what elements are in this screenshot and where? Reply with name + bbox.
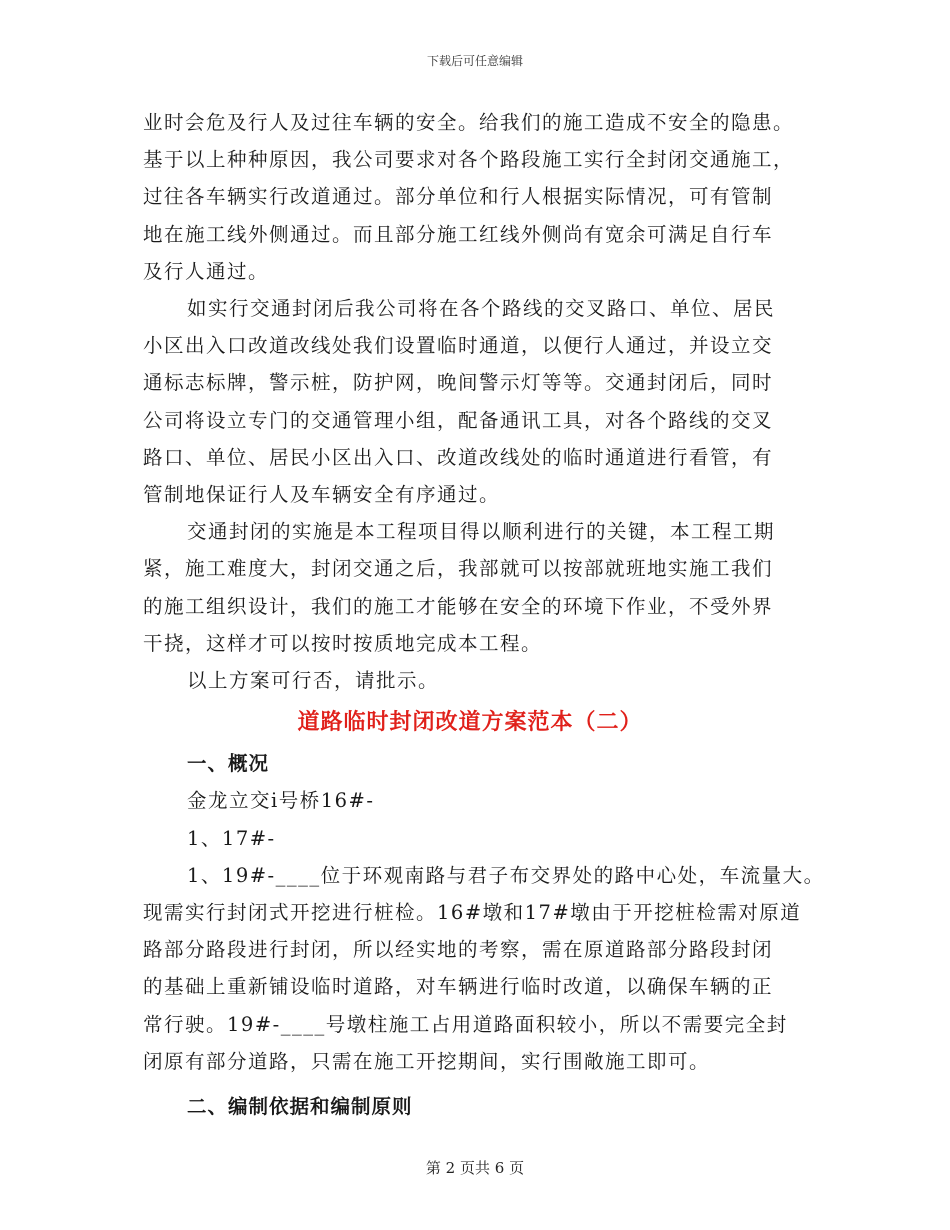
text-line: 干挠，这样才可以按时按质地完成本工程。 bbox=[143, 631, 543, 655]
text-line: 路部分路段进行封闭，所以经实地的考察，需在原道路部分路段封闭 bbox=[143, 938, 774, 962]
paragraph-3 bbox=[143, 513, 833, 662]
text-line: 公司将设立专门的交通管理小组，配备通讯工具，对各个路线的交叉 bbox=[143, 408, 774, 432]
overview-list bbox=[143, 782, 833, 894]
text-line: 过往各车辆实行改道通过。部分单位和行人根据实际情况，可有管制 bbox=[143, 185, 774, 209]
document-body bbox=[143, 104, 833, 1125]
paragraph-2 bbox=[143, 290, 833, 513]
heading-overview: 一、概况 bbox=[187, 752, 270, 776]
text-line: 紧，施工难度大，封闭交通之后，我部就可以按部就班地实施工我们 bbox=[143, 557, 774, 581]
overview-paragraph bbox=[143, 894, 833, 1080]
text-line: 基于以上种种原因，我公司要求对各个路段施工实行全封闭交通施工， bbox=[143, 148, 795, 172]
text-line: 的施工组织设计，我们的施工才能够在安全的环境下作业，不受外界 bbox=[143, 594, 774, 618]
page-number: 第 2 页共 6 页 bbox=[425, 1159, 525, 1177]
text-line: 业时会危及行人及过往车辆的安全。给我们的施工造成不安全的隐患。 bbox=[143, 111, 795, 134]
text-line: 管制地保证行人及车辆安全有序通过。 bbox=[143, 483, 501, 507]
header-note: 下载后可任意编辑 bbox=[426, 54, 523, 68]
heading-basis: 二、编制依据和编制原则 bbox=[187, 1095, 413, 1119]
text-line: 以上方案可行否，请批示。 bbox=[187, 669, 440, 693]
text-line: 通标志标牌，警示桩，防护网，晚间警示灯等等。交通封闭后，同时 bbox=[143, 371, 774, 395]
section-title: 道路临时封闭改道方案范本（二） bbox=[297, 709, 643, 736]
paragraph-4 bbox=[143, 662, 833, 699]
text-line: 地在施工线外侧通过。而且部分施工红线外侧尚有宽余可满足自行车 bbox=[143, 222, 774, 246]
text-line: 常行驶。19#-____号墩柱施工占用道路面积较小，所以不需要完全封 bbox=[143, 1012, 788, 1036]
text-line: 小区出入口改道改线处我们设置临时通道，以便行人通过，并设立交 bbox=[143, 334, 774, 358]
text-line: 路口、单位、居民小区出入口、改道改线处的临时通道进行看管，有 bbox=[143, 445, 774, 469]
text-line: 金龙立交ⅰ号桥16#- bbox=[187, 789, 375, 813]
text-line: 1、19#-____位于环观南路与君子布交界处的路中心处，车流量大。 bbox=[187, 863, 825, 887]
text-line: 1、17#- bbox=[187, 826, 276, 850]
text-line: 交通封闭的实施是本工程项目得以顺利进行的关键，本工程工期 bbox=[187, 520, 776, 544]
paragraph-1 bbox=[143, 104, 833, 290]
text-line: 闭原有部分道路，只需在施工开挖期间，实行围敞施工即可。 bbox=[143, 1049, 711, 1073]
text-line: 的基础上重新铺设临时道路，对车辆进行临时改道，以确保车辆的正 bbox=[143, 975, 774, 999]
text-line: 及行人通过。 bbox=[143, 259, 270, 283]
text-line: 现需实行封闭式开挖进行桩检。16#墩和17#墩由于开挖桩检需对原道 bbox=[143, 901, 802, 925]
text-line: 如实行交通封闭后我公司将在各个路线的交叉路口、单位、居民 bbox=[187, 297, 776, 321]
